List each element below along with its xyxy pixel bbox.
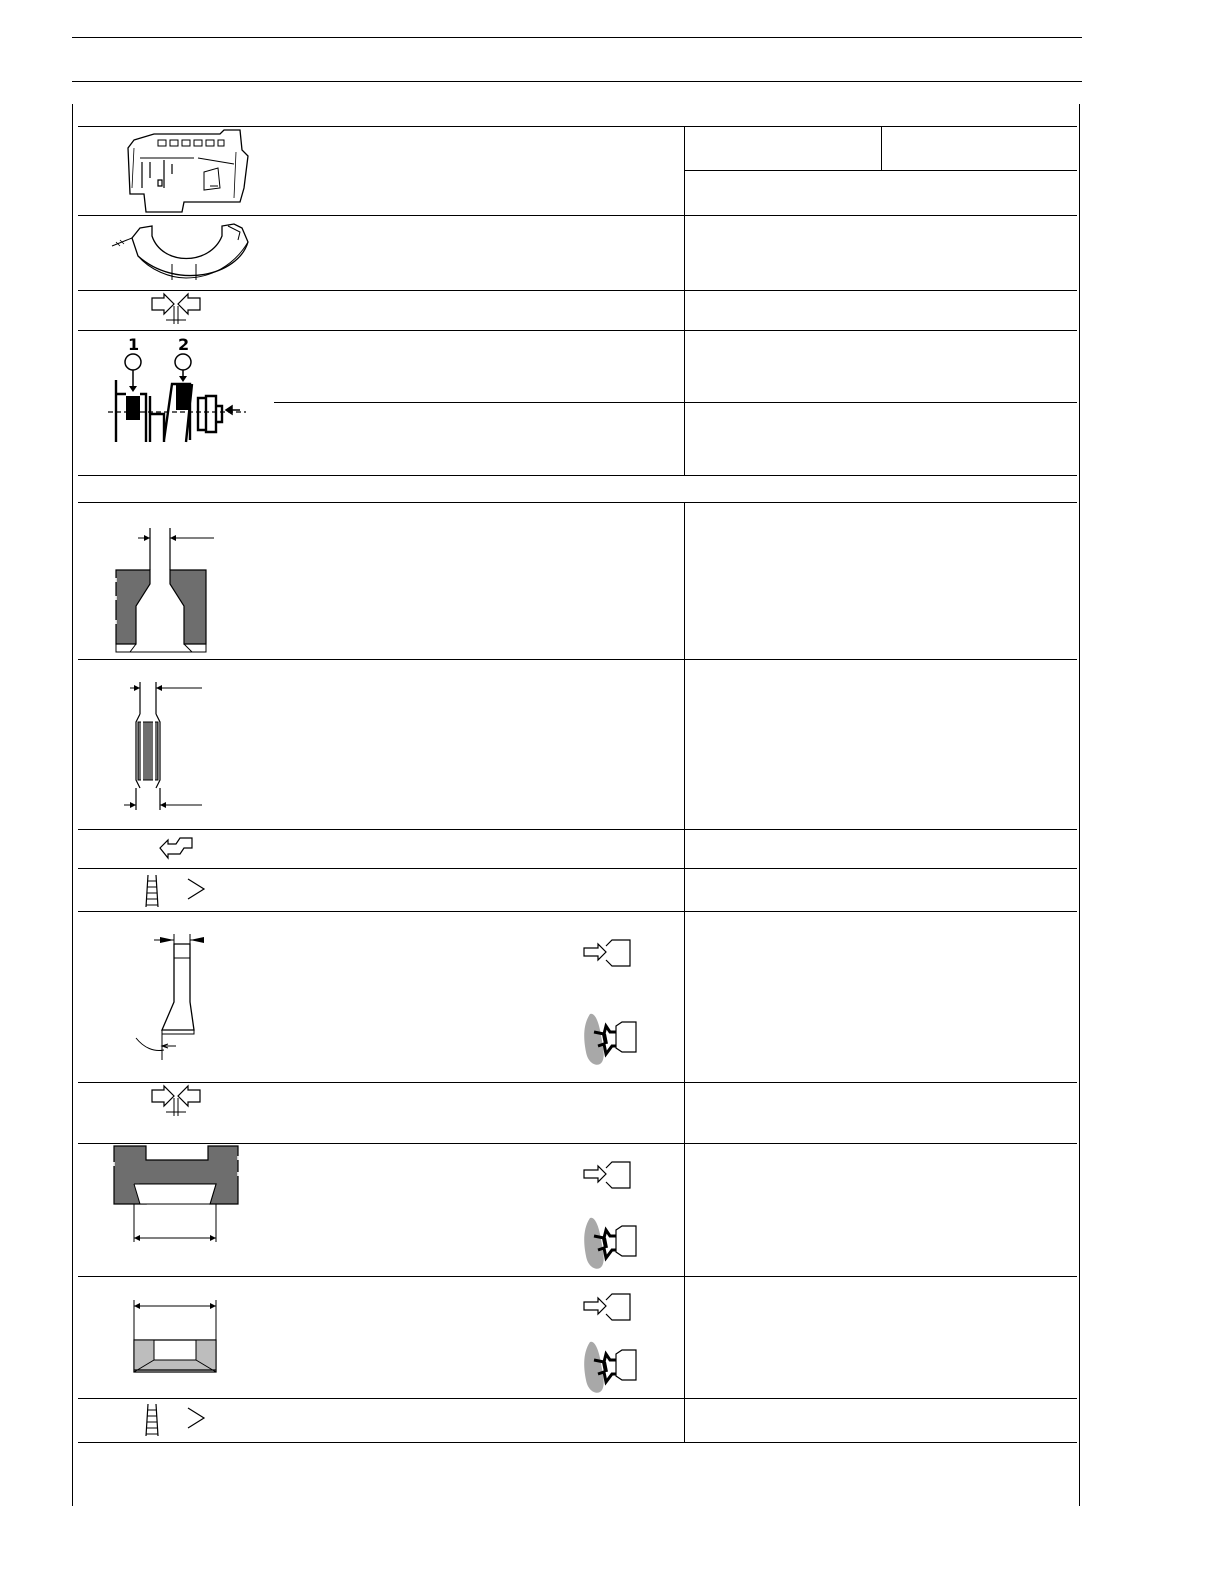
frame-left bbox=[72, 104, 73, 1506]
valve-icon bbox=[134, 934, 210, 1062]
protrusion-ladder-icon-2 bbox=[142, 1402, 208, 1438]
clearance-arrows-icon-2 bbox=[150, 1086, 202, 1120]
gauge-label-2: 2 bbox=[178, 335, 190, 354]
crankshaft-end-play-icon bbox=[106, 334, 246, 448]
valve-guide-icon bbox=[120, 682, 206, 814]
gauge-label-1: 1 bbox=[128, 335, 140, 354]
frame-right bbox=[1079, 104, 1080, 1506]
header-rule-bottom bbox=[72, 81, 1082, 82]
exhaust-symbol-icon-3 bbox=[580, 1340, 640, 1396]
valve-seat-insert-icon bbox=[130, 1296, 222, 1378]
bearing-shell-icon bbox=[110, 220, 260, 286]
intake-symbol-icon bbox=[582, 938, 634, 968]
exhaust-symbol-icon-2 bbox=[580, 1216, 640, 1272]
intake-symbol-icon-3 bbox=[582, 1292, 634, 1322]
header-rule-top bbox=[72, 37, 1082, 38]
exhaust-symbol-icon bbox=[580, 1012, 640, 1068]
valve-guide-bore-icon bbox=[110, 528, 220, 656]
interference-arrow-icon bbox=[158, 834, 194, 864]
intake-symbol-icon-2 bbox=[582, 1160, 634, 1190]
engine-block-icon bbox=[124, 128, 256, 214]
protrusion-ladder-icon bbox=[142, 873, 208, 909]
valve-seat-bore-icon bbox=[110, 1146, 242, 1244]
clearance-arrows-icon bbox=[150, 294, 202, 328]
